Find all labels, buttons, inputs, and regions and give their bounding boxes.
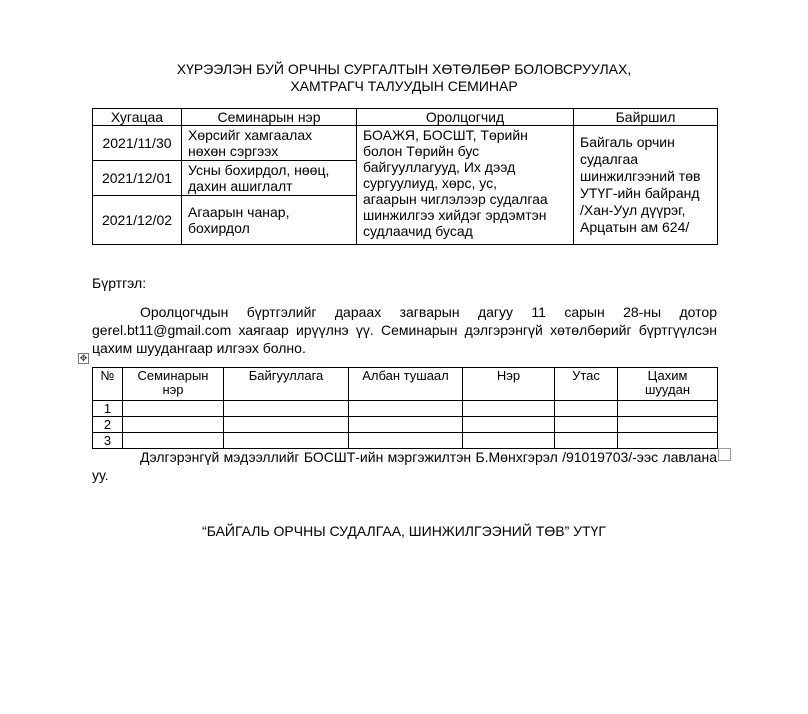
row-number: 1 bbox=[93, 401, 123, 417]
schedule-participants bbox=[357, 126, 574, 245]
cell bbox=[349, 417, 463, 433]
footer-organization: “БАЙГАЛЬ ОРЧНЫ СУДАЛГАА, ШИНЖИЛГЭЭНИЙ ТӨВ” УТҮГ bbox=[202, 523, 606, 539]
cell bbox=[618, 417, 718, 433]
name-line: Агаарын чанар, bbox=[188, 204, 290, 220]
header-email bbox=[618, 368, 718, 401]
schedule-date: 2021/12/02 bbox=[93, 196, 182, 245]
cell bbox=[555, 417, 618, 433]
participants-line: байгууллагууд, Их дээд bbox=[363, 159, 516, 175]
participants-line: сургуулиуд, хөрс, ус, bbox=[363, 175, 497, 191]
header-phone: Утас bbox=[555, 368, 618, 401]
cell bbox=[123, 417, 224, 433]
header-seminar bbox=[123, 368, 224, 401]
schedule-seminar-name bbox=[182, 161, 357, 196]
cell bbox=[555, 433, 618, 449]
cell bbox=[349, 401, 463, 417]
cell bbox=[618, 433, 718, 449]
name-line: Хөрсийг хамгаалах bbox=[188, 127, 313, 143]
registration-label: Бүртгэл: bbox=[92, 275, 147, 291]
cell bbox=[349, 433, 463, 449]
schedule-header-row bbox=[93, 109, 718, 126]
registration-paragraph: Оролцогчдын бүртгэлийг дараах загварын дагуу 11 сарын 28-ны дотор gerel.bt11@gmail.com хаягаар ирүүлнэ үү. Семинарын дэлгэрэнгүй хөтөлбөрийг бүртгүүлсэн цахим шуудангаар илгээх болно. bbox=[92, 304, 717, 356]
participants-line: болон Төрийн бус bbox=[363, 143, 480, 159]
header-organization: Байгууллага bbox=[224, 368, 349, 401]
cell bbox=[123, 433, 224, 449]
seminar-schedule-table bbox=[92, 108, 718, 245]
row-number: 2 bbox=[93, 417, 123, 433]
header-position: Албан тушаал bbox=[349, 368, 463, 401]
name-line: бохирдол bbox=[188, 220, 250, 236]
document-title bbox=[0, 61, 808, 95]
schedule-row bbox=[93, 126, 718, 161]
participants-line: шинжилгээ хийдэг эрдэмтэн bbox=[363, 207, 547, 223]
schedule-location bbox=[574, 126, 718, 245]
cell bbox=[224, 401, 349, 417]
header-email-line: шуудан bbox=[645, 382, 690, 397]
cell bbox=[555, 401, 618, 417]
cell bbox=[224, 417, 349, 433]
location-line: УТҮГ-ийн байранд bbox=[580, 185, 700, 201]
header-seminar-line: Семинарын bbox=[137, 368, 209, 383]
row-number: 3 bbox=[93, 433, 123, 449]
cell bbox=[123, 401, 224, 417]
schedule-date: 2021/12/01 bbox=[93, 161, 182, 196]
name-line: Усны бохирдол, нөөц, bbox=[188, 162, 330, 178]
location-line: судалгаа bbox=[580, 151, 639, 167]
name-line: нөхөн сэргээх bbox=[188, 143, 279, 159]
table-row bbox=[93, 433, 718, 449]
location-line: Арцатын ам 624/ bbox=[580, 219, 690, 235]
header-period: Хугацаа bbox=[93, 109, 182, 126]
cell bbox=[463, 401, 555, 417]
table-row bbox=[93, 417, 718, 433]
location-line: /Хан-Уул дүүрэг, bbox=[580, 202, 686, 218]
registration-table bbox=[92, 367, 718, 449]
cell bbox=[463, 433, 555, 449]
location-line: Байгаль орчин bbox=[580, 134, 675, 150]
participants-line: БОАЖЯ, БОСШТ, Төрийн bbox=[363, 127, 528, 143]
cell bbox=[463, 417, 555, 433]
cell bbox=[618, 401, 718, 417]
participants-line: судлаачид бусад bbox=[363, 223, 473, 239]
participants-line: агаарын чиглэлээр судалгаа bbox=[363, 191, 548, 207]
end-of-cell-marker bbox=[718, 448, 731, 461]
header-email-line: Цахим bbox=[647, 368, 688, 383]
table-row bbox=[93, 401, 718, 417]
schedule-seminar-name bbox=[182, 126, 357, 161]
header-location: Байршил bbox=[574, 109, 718, 126]
header-seminar-line: нэр bbox=[162, 382, 184, 397]
title-line-1: ХҮРЭЭЛЭН БУЙ ОРЧНЫ СУРГАЛТЫН ХӨТӨЛБӨР БОЛОВСРУУЛАХ, bbox=[176, 61, 632, 77]
contact-paragraph: Дэлгэрэнгүй мэдээллийг БОСШТ-ийн мэргэжилтэн Б.Мөнхгэрэл /91019703/-ээс лавлана уу. bbox=[92, 449, 717, 483]
cell bbox=[224, 433, 349, 449]
header-number: № bbox=[93, 368, 123, 401]
header-seminar-name: Семинарын нэр bbox=[182, 109, 357, 126]
location-line: шинжилгээний төв bbox=[580, 168, 701, 184]
table-move-handle-icon[interactable]: ✥ bbox=[79, 353, 88, 363]
header-name: Нэр bbox=[463, 368, 555, 401]
registration-header-row bbox=[93, 368, 718, 401]
title-line-2: ХАМТРАГЧ ТАЛУУДЫН СЕМИНАР bbox=[290, 78, 518, 94]
name-line: дахин ашиглалт bbox=[188, 178, 293, 194]
schedule-date: 2021/11/30 bbox=[93, 126, 182, 161]
schedule-seminar-name bbox=[182, 196, 357, 245]
header-participants: Оролцогчид bbox=[357, 109, 574, 126]
